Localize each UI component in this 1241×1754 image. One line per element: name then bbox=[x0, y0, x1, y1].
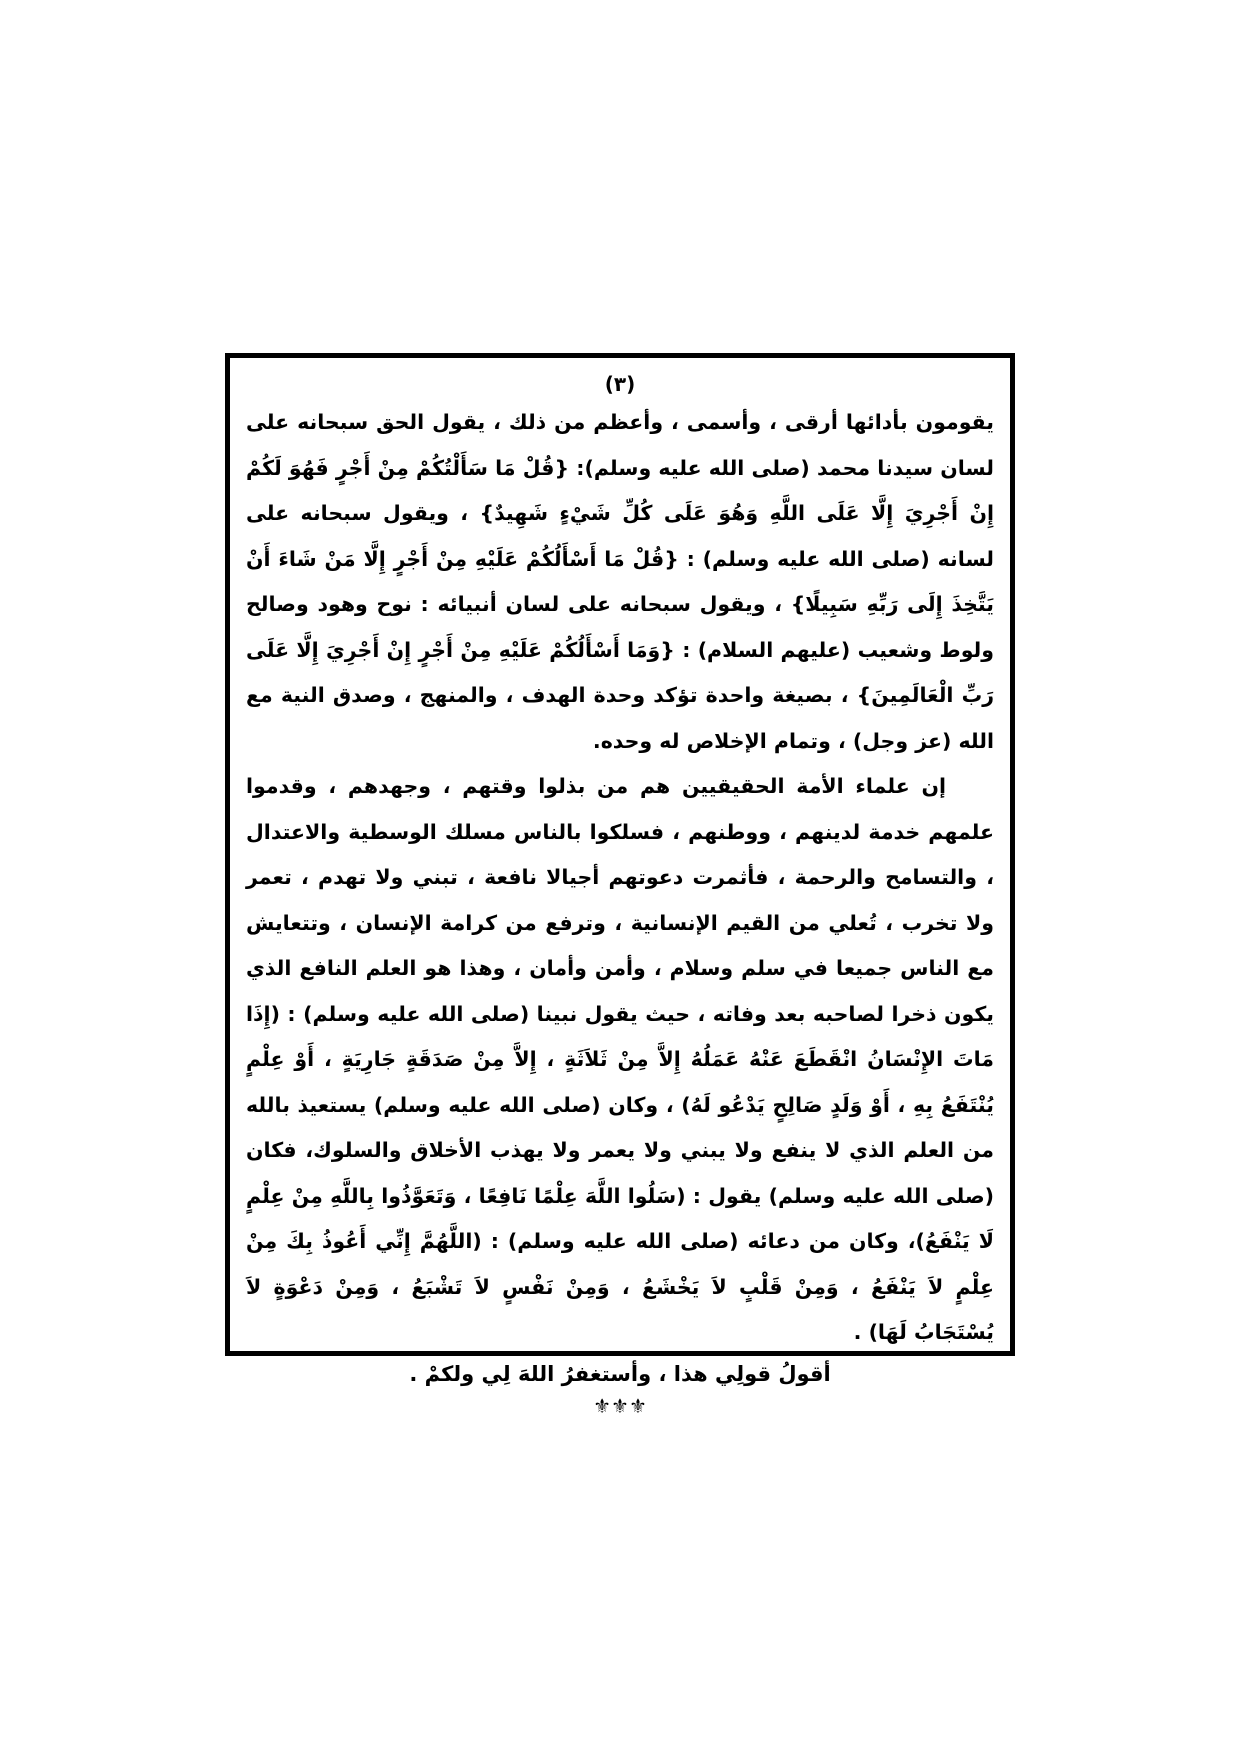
page-frame bbox=[225, 353, 1015, 1418]
closing-line: أقولُ قولِي هذا ، وأستغفرُ اللهَ لِي ولكمْ . bbox=[409, 1361, 831, 1386]
paragraph-2: إن علماء الأمة الحقيقيين هم من بذلوا وقتهم ، وجهدهم ، وقدموا علمهم خدمة لدينهم ، ووطنهم ، فسلكوا بالناس مسلك الوسطية والاعتدال ، والتسامح والرحمة ، فأثمرت دعوتهم أجيالا نافعة ، تبني ولا تهدم ، تعمر ولا تخرب ، تُعلي من القيم الإنسانية ، وترفع من كرامة الإنسان ، وتتعايش مع الناس جميعا في سلم وسلام ، وأمن وأمان ، وهذا هو العلم النافع الذي يكون ذخرا لصاحبه بعد وفاته ، حيث يقول نبينا (صلى الله عليه وسلم) : (إِذَا مَاتَ الإِنْسَانُ انْقَطَعَ عَنْهُ عَمَلُهُ إِلاَّ مِنْ ثَلاَثَةٍ ، إِلاَّ مِنْ صَدَقَةٍ جَارِيَةٍ ، أَوْ عِلْمٍ يُنْتَفَعُ بِهِ ، أَوْ وَلَدٍ صَالِحٍ يَدْعُو لَهُ) ، وكان (صلى الله عليه وسلم) يستعيذ بالله من العلم الذي لا ينفع ولا يبني ولا يعمر ولا يهذب الأخلاق والسلوك، فكان (صلى الله عليه وسلم) يقول : (سَلُوا اللَّهَ عِلْمًا نَافِعًا ، وَتَعَوَّذُوا بِاللَّهِ مِنْ عِلْمٍ لَا يَنْفَعُ)، وكان من دعائه (صلى الله عليه وسلم) : (اللَّهُمَّ إِنِّي أَعُوذُ بِكَ مِنْ عِلْمٍ لاَ يَنْفَعُ ، وَمِنْ قَلْبٍ لاَ يَخْشَعُ ، وَمِنْ نَفْسٍ لاَ تَشْبَعُ ، وَمِنْ دَعْوَةٍ لاَ يُسْتَجَابُ لَهَا) . bbox=[246, 774, 994, 1344]
ornament-divider: ⚜⚜⚜ bbox=[593, 1393, 647, 1418]
page-number: (٣) bbox=[604, 372, 636, 396]
paragraph-1: يقومون بأدائها أرقى ، وأسمى ، وأعظم من ذلك ، يقول الحق سبحانه على لسان سيدنا محمد (صلى الله عليه وسلم): {قُلْ مَا سَأَلْتُكُمْ مِنْ أَجْرٍ فَهُوَ لَكُمْ إِنْ أَجْرِيَ إِلَّا عَلَى اللَّهِ وَهُوَ عَلَى كُلِّ شَيْءٍ شَهِيدٌ} ، ويقول سبحانه على لسانه (صلى الله عليه وسلم) : {قُلْ مَا أَسْأَلُكُمْ عَلَيْهِ مِنْ أَجْرٍ إِلَّا مَنْ شَاءَ أَنْ يَتَّخِذَ إِلَى رَبِّهِ سَبِيلًا} ، ويقول سبحانه على لسان أنبيائه : نوح وهود وصالح ولوط وشعيب (عليهم السلام) : {وَمَا أَسْأَلُكُمْ عَلَيْهِ مِنْ أَجْرٍ إِنْ أَجْرِيَ إِلَّا عَلَى رَبِّ الْعَالَمِينَ} ، بصيغة واحدة تؤكد وحدة الهدف ، والمنهج ، وصدق النية مع الله (عز وجل) ، وتمام الإخلاص له وحده. bbox=[246, 410, 994, 753]
